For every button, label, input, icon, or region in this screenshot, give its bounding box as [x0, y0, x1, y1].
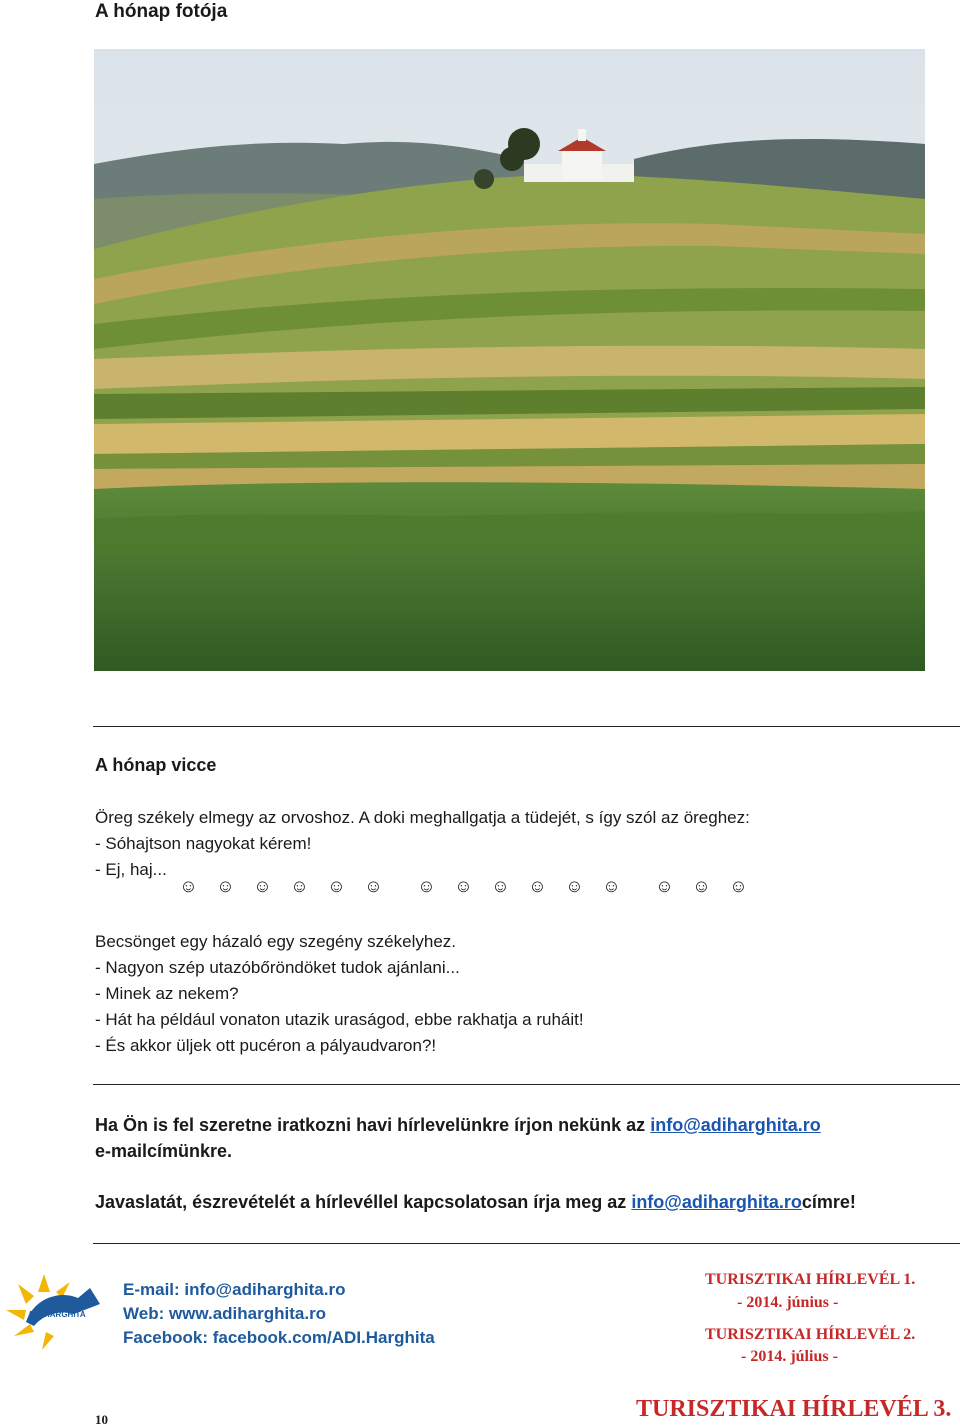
smiley-icon: ☺	[216, 876, 235, 896]
smiley-icon: ☺	[565, 876, 584, 896]
smiley-icon: ☺	[253, 876, 272, 896]
joke-line: - És akkor üljek ott pucéron a pályaudvaron?!	[95, 1036, 437, 1055]
issue-1-date: - 2014. június -	[737, 1294, 839, 1311]
subscribe-line	[95, 1115, 821, 1136]
smiley-icon: ☺	[454, 876, 473, 896]
smiley-icon: ☺	[602, 876, 621, 896]
joke-line: - Nagyon szép utazóbőröndöket tudok ajánlani...	[95, 958, 460, 977]
smiley-icon: ☺	[491, 876, 510, 896]
section-divider	[93, 726, 960, 727]
smiley-icon: ☺	[364, 876, 383, 896]
subscribe-email-link[interactable]: info@adiharghita.ro	[650, 1115, 821, 1135]
smiley-icon: ☺	[327, 876, 346, 896]
subscribe-text: Ha Ön is fel szeretne iratkozni havi hírlevelünkre írjon nekünk az	[95, 1115, 646, 1135]
smiley-icon: ☺	[729, 876, 748, 896]
adi-harghita-logo	[4, 1270, 104, 1354]
photo-section-title: A hónap fotója	[95, 1, 228, 22]
smiley-icon: ☺	[290, 876, 309, 896]
joke-line: Öreg székely elmegy az orvoshoz. A doki meghallgatja a tüdejét, s így szól az öreghez:	[95, 808, 750, 827]
footer-divider	[93, 1243, 960, 1244]
joke-1	[95, 805, 750, 883]
feedback-text: Javaslatát, észrevételét a hírlevéllel kapcsolatosan írja meg az	[95, 1192, 627, 1212]
smiley-icon: ☺	[417, 876, 436, 896]
page-number: 10	[95, 1412, 108, 1427]
smiley-icon: ☺	[692, 876, 711, 896]
joke-line: Becsönget egy házaló egy szegény székelyhez.	[95, 932, 457, 951]
contact-facebook: Facebook: facebook.com/ADI.Harghita	[123, 1328, 435, 1347]
issue-3-title: TURISZTIKAI HÍRLEVÉL 3.	[636, 1396, 952, 1422]
joke-2	[95, 929, 584, 1059]
feedback-email-link[interactable]: info@adiharghita.ro	[631, 1192, 802, 1212]
section-divider	[93, 1084, 960, 1085]
contact-web: Web: www.adiharghita.ro	[123, 1304, 327, 1323]
logo-text: ADI HARGHITA	[28, 1310, 86, 1319]
issue-2-date: - 2014. július -	[741, 1348, 838, 1365]
joke-line: - Sóhajtson nagyokat kérem!	[95, 834, 312, 853]
contact-email: E-mail: info@adiharghita.ro	[123, 1280, 346, 1299]
month-photo	[94, 49, 925, 671]
feedback-line	[95, 1192, 856, 1213]
contact-block	[123, 1278, 435, 1350]
joke-section-title: A hónap vicce	[95, 755, 217, 775]
joke-line: - Hát ha például vonaton utazik uraságod, ebbe rakhatja a ruháit!	[95, 1010, 584, 1029]
subscribe-suffix: e-mailcímünkre.	[95, 1141, 233, 1161]
smiley-icon: ☺	[655, 876, 674, 896]
joke-line: - Minek az nekem?	[95, 984, 239, 1003]
issue-1-title: TURISZTIKAI HÍRLEVÉL 1.	[705, 1271, 916, 1288]
issue-2-title: TURISZTIKAI HÍRLEVÉL 2.	[705, 1326, 916, 1343]
smiley-icon: ☺	[528, 876, 547, 896]
smiley-row	[170, 876, 757, 897]
joke-line: - Ej, haj...	[95, 860, 167, 879]
feedback-suffix: címre!	[801, 1192, 856, 1212]
smiley-icon: ☺	[179, 876, 198, 896]
